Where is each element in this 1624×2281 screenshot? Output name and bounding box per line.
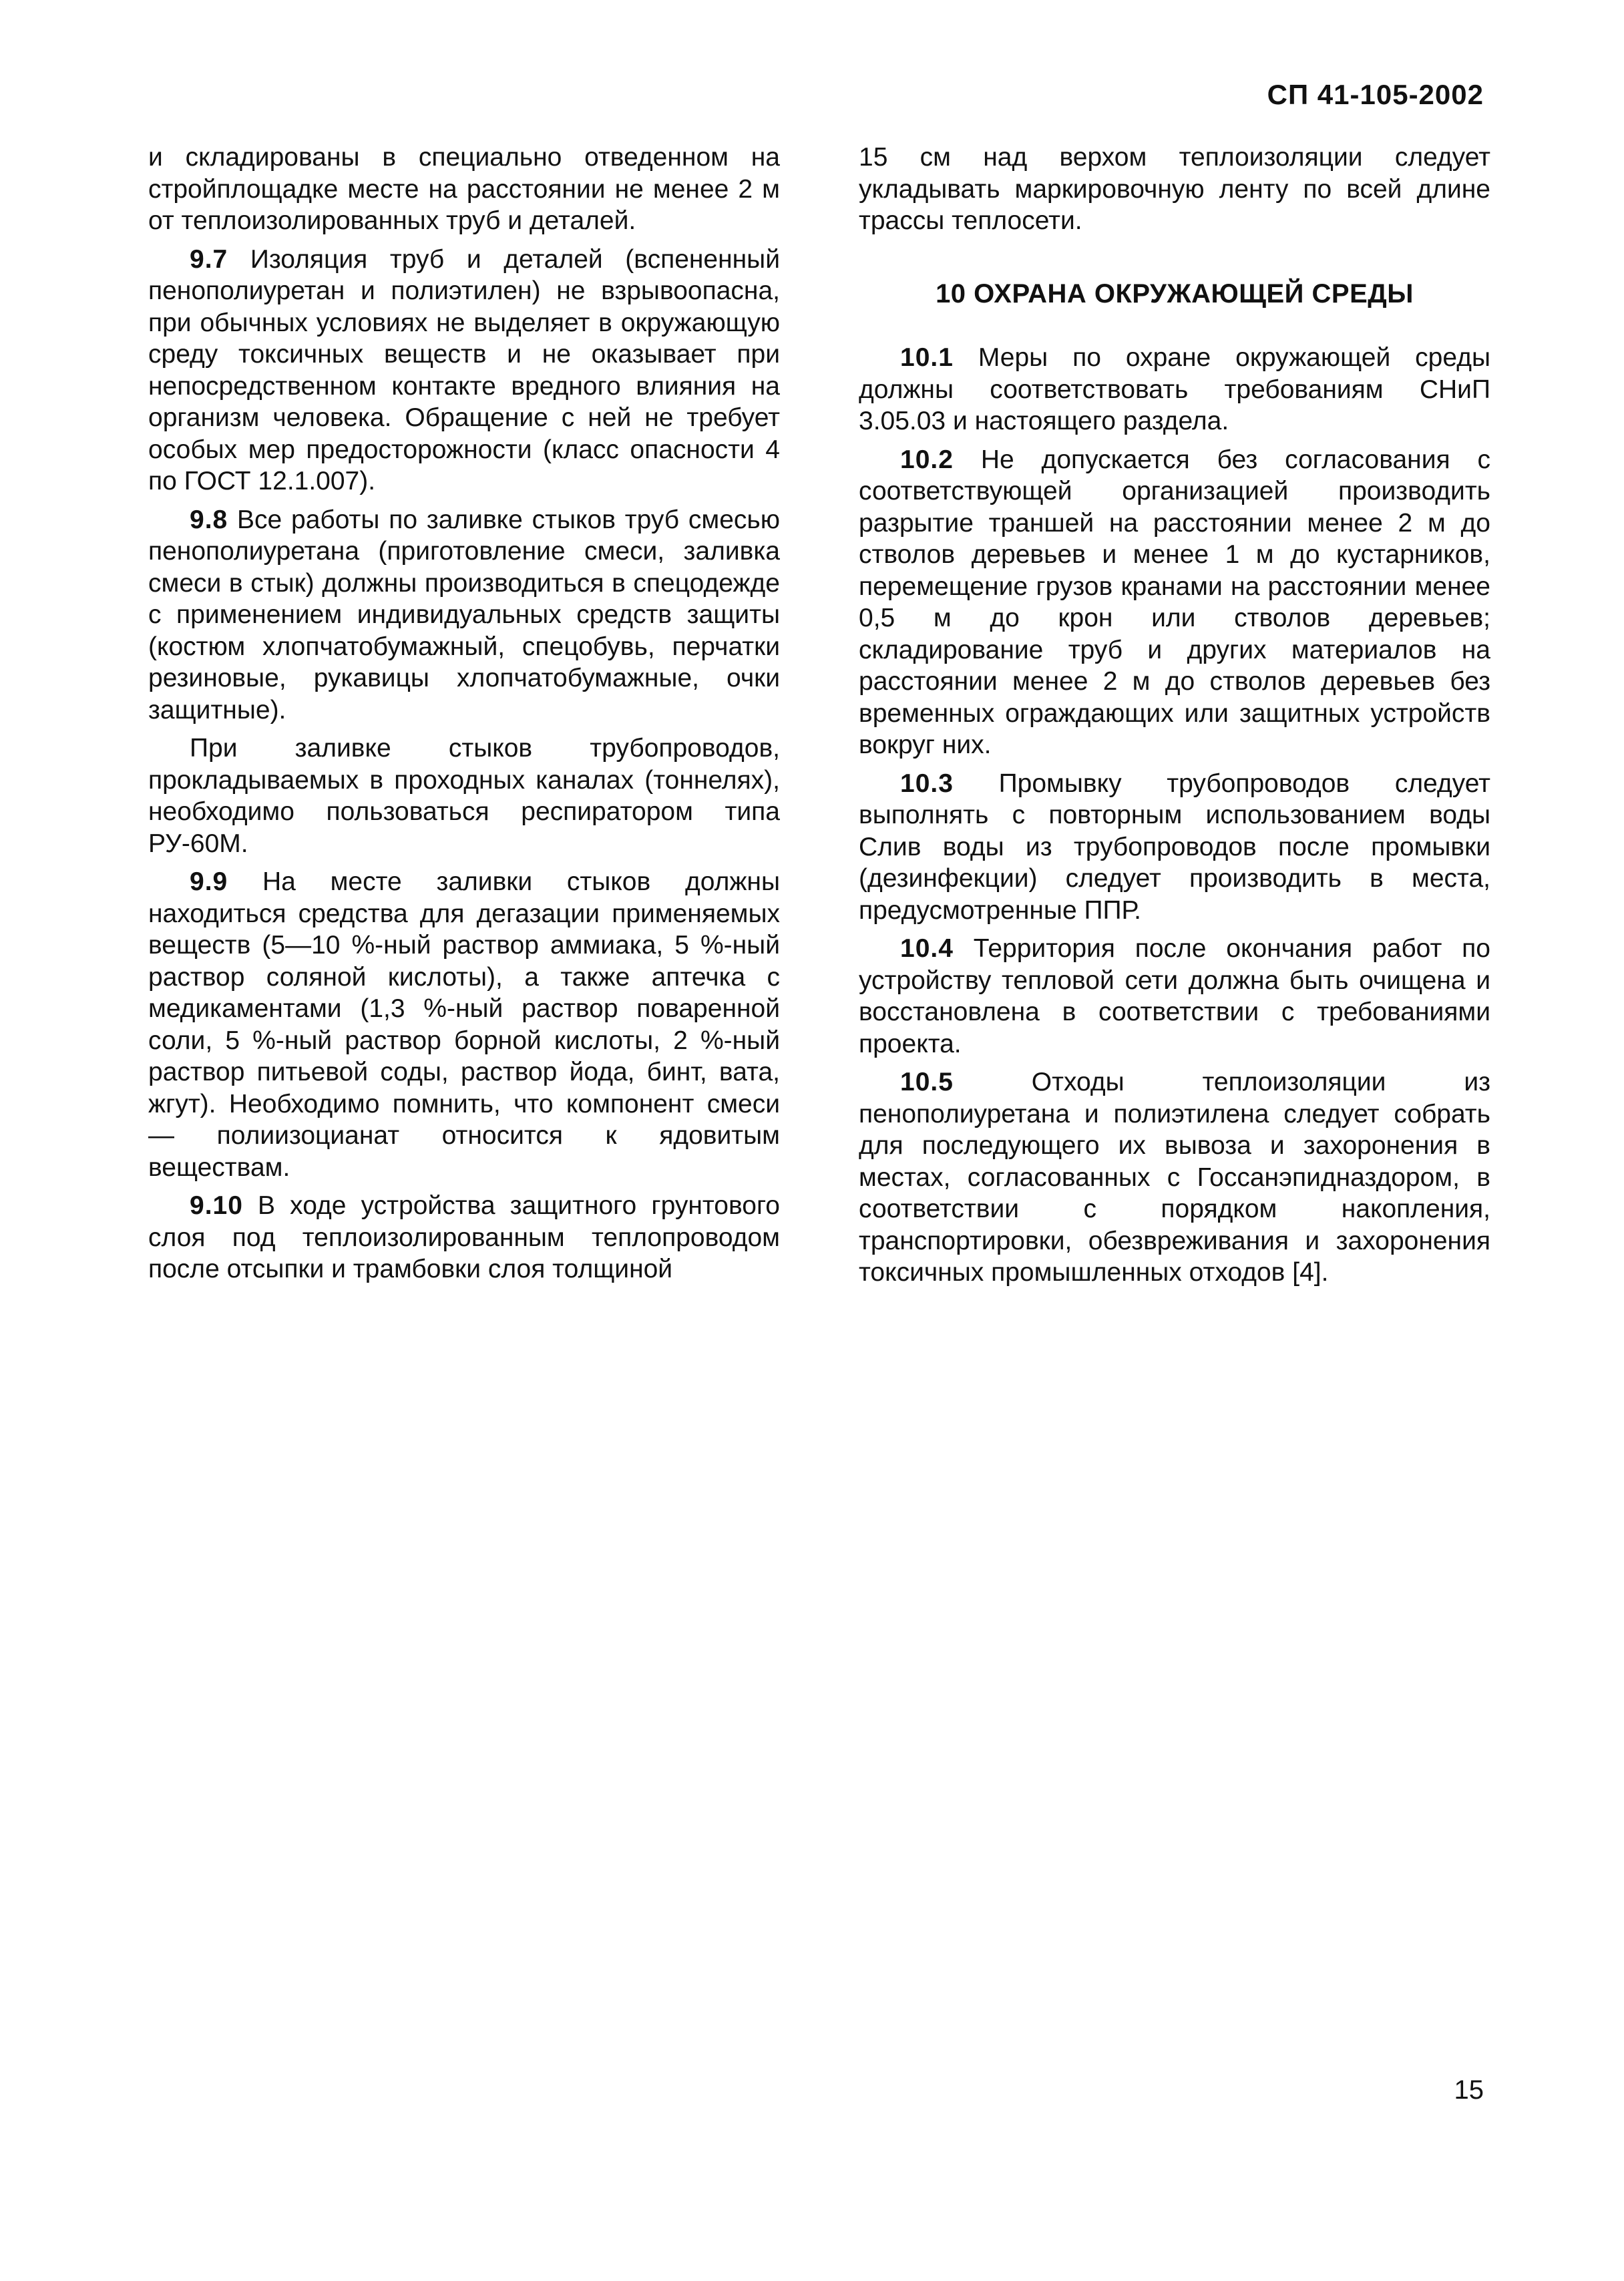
clause-10-4 (859, 933, 1490, 1060)
clause-number: 10.3 (900, 769, 954, 798)
clause-number: 9.7 (190, 244, 228, 274)
paragraph-text: В ходе устройства защитного грунтового слоя под теплоизолированным теплопроводом после отсыпки и трамбовки слоя толщиной (148, 1191, 780, 1283)
paragraph-text: Не допускается без согласования с соответствующей организацией производить разрытие траншей на расстоянии менее 2 м до стволов деревьев и менее 1 м до кустарников, перемещение грузов кранами на расстоянии менее 0,5 м до крон или стволов деревьев; складирование труб и других материалов на расстоянии менее 2 м до стволов деревьев без временных ограждающих или защитных устройств вокруг них. (859, 445, 1491, 759)
clause-9-8 (148, 504, 780, 727)
clause-number: 9.9 (190, 867, 228, 896)
paragraph-text: Отходы теплоизоляции из пенополиуретана и полиэтилена следует собрать для последующего их вывоза и захоронения в местах, согласованных с Госсанэпидназдором, в соответствии с порядком накопления, транспортировки, обезвреживания и захоронения токсичных промышленных отходов [4]. (859, 1068, 1490, 1287)
paragraph-text: Промывку трубопроводов следует выполнять с повторным использованием воды Слив воды из трубопроводов после промывки (дезинфекции) следует производить в места, предусмотренные ППР. (859, 769, 1490, 925)
clause-9-8-respirator-note (148, 733, 780, 859)
paragraph-text: На месте заливки стыков должны находиться средства для дегазации применяемых веществ (5—10 %-ный раствор аммиака, 5 %-ный раствор соляной кислоты), а также аптечка с медикаментами (1,3 %-ный раствор поваренной соли, 5 %-ный раствор борной кислоты, 2 %-ный раствор питьевой соды, раствор йода, бинт, вата, жгут). Необходимо помнить, что компонент смеси — полиизоцианат относится к ядовитым веществам. (148, 867, 780, 1182)
clause-10-5 (859, 1066, 1490, 1289)
clause-9-7 (148, 244, 780, 497)
clause-number: 10.1 (900, 343, 954, 372)
continued-paragraph (859, 142, 1490, 237)
clause-number: 10.4 (900, 934, 954, 963)
paragraph-text: 15 см над верхом теплоизоляции следует укладывать маркировочную ленту по всей длине трассы теплосети. (859, 143, 1490, 235)
clause-number: 9.10 (190, 1191, 243, 1220)
clause-9-9 (148, 866, 780, 1183)
clause-10-3 (859, 768, 1490, 927)
left-text-column (148, 142, 780, 1285)
continued-paragraph (148, 142, 780, 237)
paragraph-text: Изоляция труб и деталей (вспененный пенополиуретан и полиэтилен) не взрывоопасна, при обычных условиях не выделяет в окружающую среду токсичных веществ и не оказывает при непосредственном контакте вредного влияния на организм человека. Обращение с ней не требует особых мер предосторожности (класс опасности 4 по ГОСТ 12.1.007). (148, 244, 780, 495)
document-code: СП 41-105-2002 (1267, 79, 1484, 110)
right-text-column (859, 142, 1490, 1289)
page-number: 15 (1454, 2075, 1484, 2105)
paragraph-text: Все работы по заливке стыков труб смесью пенополиуретана (приготовление смеси, заливка смеси в стык) должны производиться в спецодежде с применением индивидуальных средств защиты (костюм хлопчатобумажный, спецобувь, перчатки резиновые, рукавицы хлопчатобумажные, очки защитные). (148, 505, 780, 724)
clause-number: 10.5 (900, 1068, 954, 1096)
paragraph-text: При заливке стыков трубопроводов, прокладываемых в проходных каналах (тоннелях), необходимо пользоваться респиратором типа РУ-60М. (148, 734, 780, 858)
clause-number: 10.2 (900, 445, 954, 474)
paragraph-text: Меры по охране окружающей среды должны соответствовать требованиям СНиП 3.05.03 и настоящего раздела. (859, 343, 1490, 435)
section-heading: 10 ОХРАНА ОКРУЖАЮЩЕЙ СРЕДЫ (936, 278, 1414, 308)
clause-10-1 (859, 342, 1490, 437)
clause-number: 9.8 (190, 505, 228, 534)
clause-9-10 (148, 1190, 780, 1285)
paragraph-text: и складированы в специально отведенном на стройплощадке месте на расстоянии не менее 2 м от теплоизолированных труб и деталей. (148, 143, 780, 235)
clause-10-2 (859, 444, 1490, 761)
paragraph-text: Территория после окончания работ по устройству тепловой сети должна быть очищена и восстановлена в соответствии с требованиями проекта. (859, 934, 1490, 1058)
